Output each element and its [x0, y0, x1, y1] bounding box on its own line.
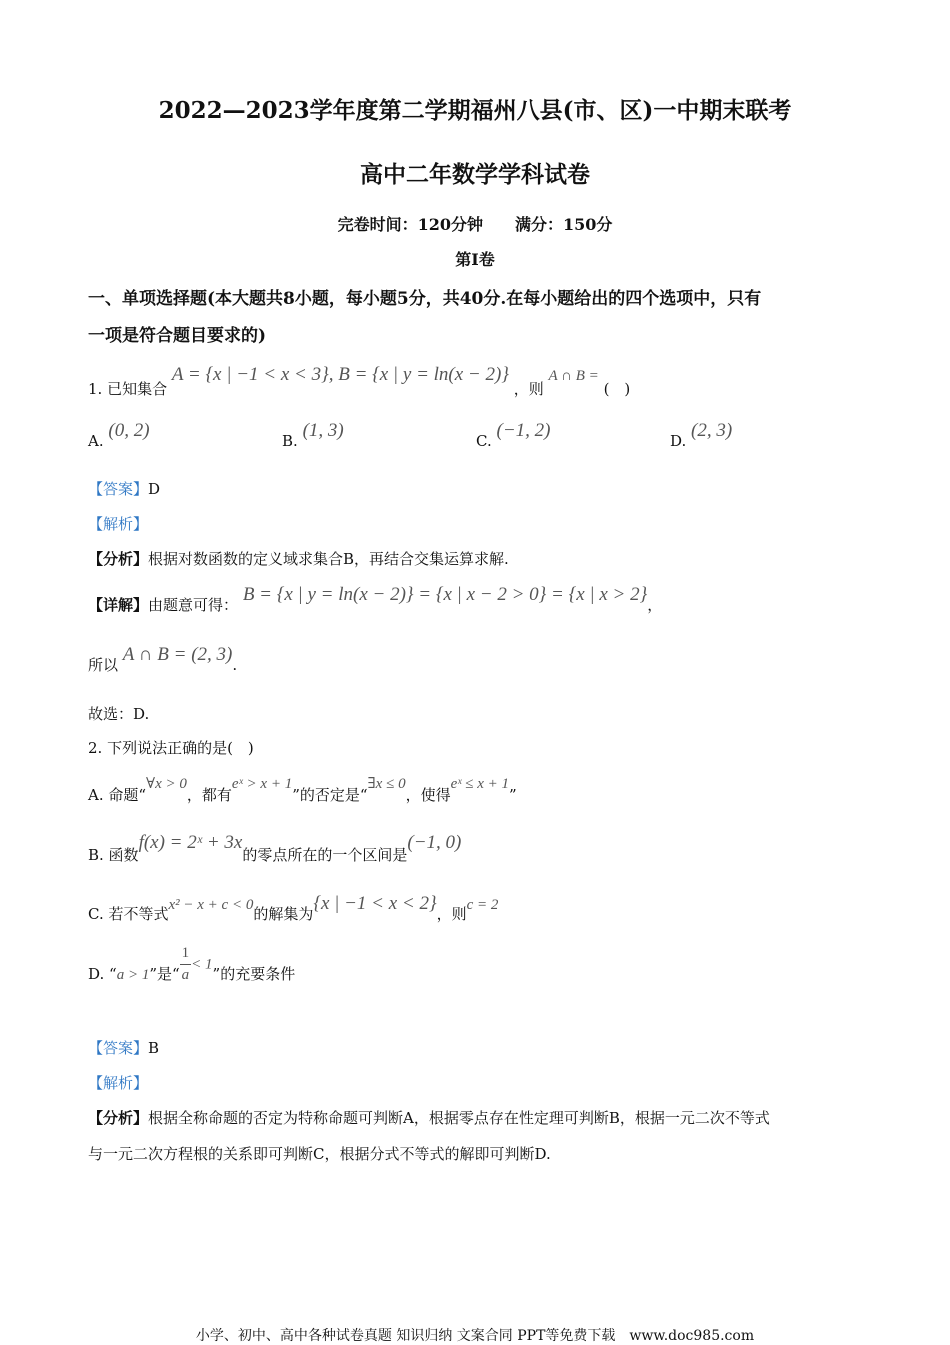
q1-option-a-value: (0, 2)	[108, 420, 150, 441]
q2-option-c: C. 若不等式x² − x + c < 0的解集为{x | −1 < x < 2}，则c = 2	[88, 893, 499, 923]
q2-option-b: B. 函数f(x) = 2ˣ + 3x的零点所在的一个区间是(−1, 0)	[88, 832, 462, 864]
q1-conclusion-formula: A ∩ B = (2, 3)	[122, 644, 233, 665]
q1-option-d-value: (2, 3)	[691, 420, 733, 441]
q2-fenxi: 【分析】根据全称命题的否定为特称命题可判断A，根据零点存在性定理可判断B，根据一元二次不等式	[88, 1109, 770, 1127]
q1-sets-formula: A = {x | −1 < x < 3}, B = {x | y = ln(x − 2)}	[171, 364, 509, 385]
q1-prefix: 1. 已知集合	[88, 380, 168, 398]
q1-option-c: C. (−1, 2)	[476, 420, 551, 450]
detail-tag: 【详解】	[88, 596, 149, 614]
fenxi-tag: 【分析】	[88, 550, 149, 568]
q2-analysis-tag: 【解析】	[88, 1074, 149, 1092]
q1-analysis-tag: 【解析】	[88, 515, 149, 533]
q1-detail: 【详解】由题意可得： B = {x | y = ln(x − 2)} = {x | x − 2 > 0} = {x | x > 2}，	[88, 584, 663, 614]
q1-option-d: D. (2, 3)	[670, 420, 733, 450]
section-heading-cont: 一项是符合题目要求的)	[88, 326, 267, 346]
q1-option-a: A. (0, 2)	[88, 420, 150, 450]
q2-fraction: $\frac{1}{a}$	[181, 945, 190, 983]
q1-option-c-value: (−1, 2)	[496, 420, 551, 441]
q1-option-b-value: (1, 3)	[302, 420, 344, 441]
q1-fenxi	[88, 548, 509, 569]
section-heading: 一、单项选择题(本大题共8小题，每小题5分，共40分.在每小题给出的四个选项中，只有	[88, 289, 762, 309]
exam-subtitle: 高中二年数学学科试卷	[360, 161, 590, 188]
q1-option-b: B. (1, 3)	[282, 420, 344, 450]
q1-then: ，则	[513, 380, 544, 398]
q1-blank: ( )	[603, 380, 631, 398]
q1-answer	[88, 478, 160, 499]
q2-fenxi-cont: 与一元二次方程根的关系即可判断C，根据分式不等式的解即可判断D.	[88, 1145, 551, 1163]
answer-tag: 【答案】	[88, 480, 149, 498]
q1-answer-value: D	[148, 480, 161, 498]
footer-link[interactable]: 小学、初中、高中各种试卷真题 知识归纳 文案合同 PPT等免费下载 www.doc985.com	[195, 1328, 755, 1344]
q2-answer: 【答案】B	[88, 1039, 160, 1057]
q2-option-d: D. “a > 1”是“ $\frac{1}{a}$ < 1”的充要条件	[88, 945, 296, 983]
q1-detail-formula: B = {x | y = ln(x − 2)} = {x | x − 2 > 0} = {x | x > 2}	[242, 584, 648, 605]
q1-target-formula: A ∩ B =	[548, 368, 599, 384]
exam-title: 2022—2023学年度第二学期福州八县(市、区)一中期末联考	[158, 97, 792, 124]
q2-answer-value: B	[148, 1039, 160, 1057]
exam-time-score: 完卷时间：120分钟 满分：150分	[337, 215, 613, 234]
q1-choice: 故选：D.	[88, 705, 150, 723]
question-1-stem	[88, 364, 631, 398]
question-2-stem: 2. 下列说法正确的是( )	[88, 739, 254, 757]
volume-label: 第Ⅰ卷	[455, 250, 495, 269]
q1-fenxi-text: 根据对数函数的定义域求集合B，再结合交集运算求解.	[148, 550, 509, 568]
q1-conclusion: 所以 A ∩ B = (2, 3).	[88, 644, 238, 674]
q2-option-a: A. 命题“∀x > 0，都有eˣ > x + 1”的否定是“∃x ≤ 0，使得eˣ ≤ x + 1”	[88, 776, 517, 804]
